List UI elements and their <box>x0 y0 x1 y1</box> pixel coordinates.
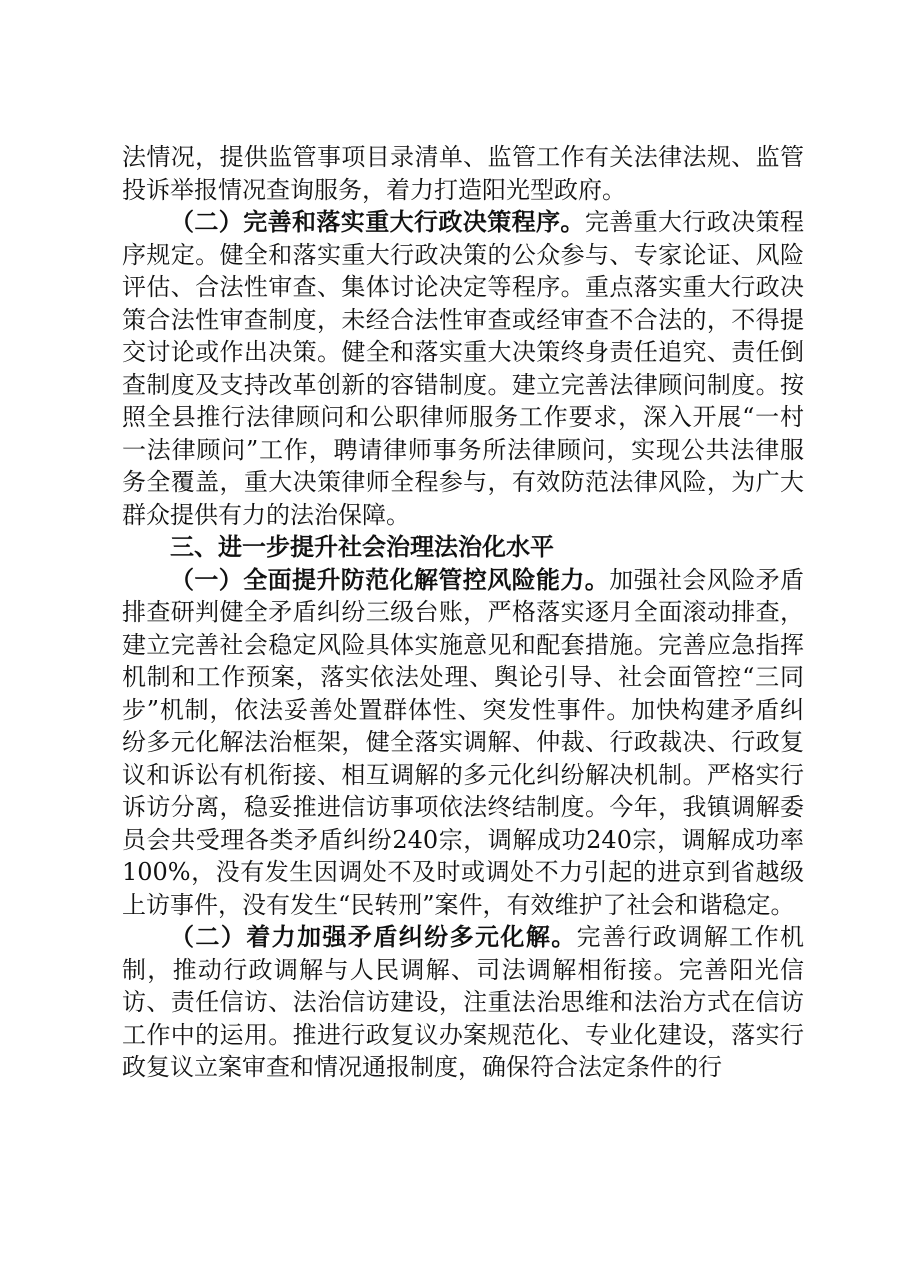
paragraph-lead: （一）全面提升防范化解管控风险能力。 <box>170 564 610 594</box>
paragraph-continued <box>122 141 804 206</box>
paragraph-text: 完善重大行政决策程序规定。健全和落实重大行政决策的公众参与、专家论证、风险评估、合法性审查、集体讨论决定等程序。重点落实重大行政决策合法性审查制度，未经合法性审查或经审查不合法的，不得提交讨论或作出决策。健全和落实重大决策终身责任追究、责任倒查制度及支持改革创新的容错制度。建立完善法律顾问制度。按照全县推行法律顾问和公职律师服务工作要求，深入开展“一村一法律顾问”工作，聘请律师事务所法律顾问，实现公共法律服务全覆盖，重大决策律师全程参与，有效防范法律风险，为广大群众提供有力的法治保障。 <box>122 208 805 529</box>
paragraph-lead: （二）完善和落实重大行政决策程序。 <box>170 207 585 236</box>
paragraph-text: 加强社会风险矛盾排查研判健全矛盾纠纷三级台账，严格落实逐月全面滚动排查，建立完善社会稳定风险具体实施意见和配套措施。完善应急指挥机制和工作预案，落实依法处理、舆论引导、社会面管控“三同步”机制，依法妥善处置群体性、突发性事件。加快构建矛盾纠纷多元化解法治框架，健全落实调解、仲裁、行政裁决、行政复议和诉讼有机衔接、相互调解的多元化纠纷解决机制。严格实行诉访分离，稳妥推进信访事项依法终结制度。今年，我镇调解委员会共受理各类矛盾纠纷240宗，调解成功240宗，调解成功率100%，没有发生因调处不及时或调处不力引起的进京到省越级上访事件，没有发生“民转刑”案件，有效维护了社会和谐稳定。 <box>122 565 805 919</box>
paragraph-risk-control <box>122 564 804 922</box>
paragraph-lead: （二）着力加强矛盾纠纷多元化解。 <box>170 922 577 951</box>
paragraph-decision-procedure <box>122 206 804 531</box>
paragraph-dispute-resolution <box>122 921 804 1084</box>
section-heading: 三、进一步提升社会治理法治化水平 <box>170 533 554 561</box>
paragraph-text: 完善行政调解工作机制，推动行政调解与人民调解、司法调解相衔接。完善阳光信访、责任信访、法治信访建设，注重法治思维和法治方式在信访工作中的运用。推进行政复议办案规范化、专业化建设，落实行政复议立案审查和情况通报制度，确保符合法定条件的行 <box>122 923 805 1081</box>
paragraph-text: 法情况，提供监管事项目录清单、监管工作有关法律法规、监管投诉举报情况查询服务，着力打造阳光型政府。 <box>122 143 804 204</box>
document-page <box>122 141 804 1084</box>
